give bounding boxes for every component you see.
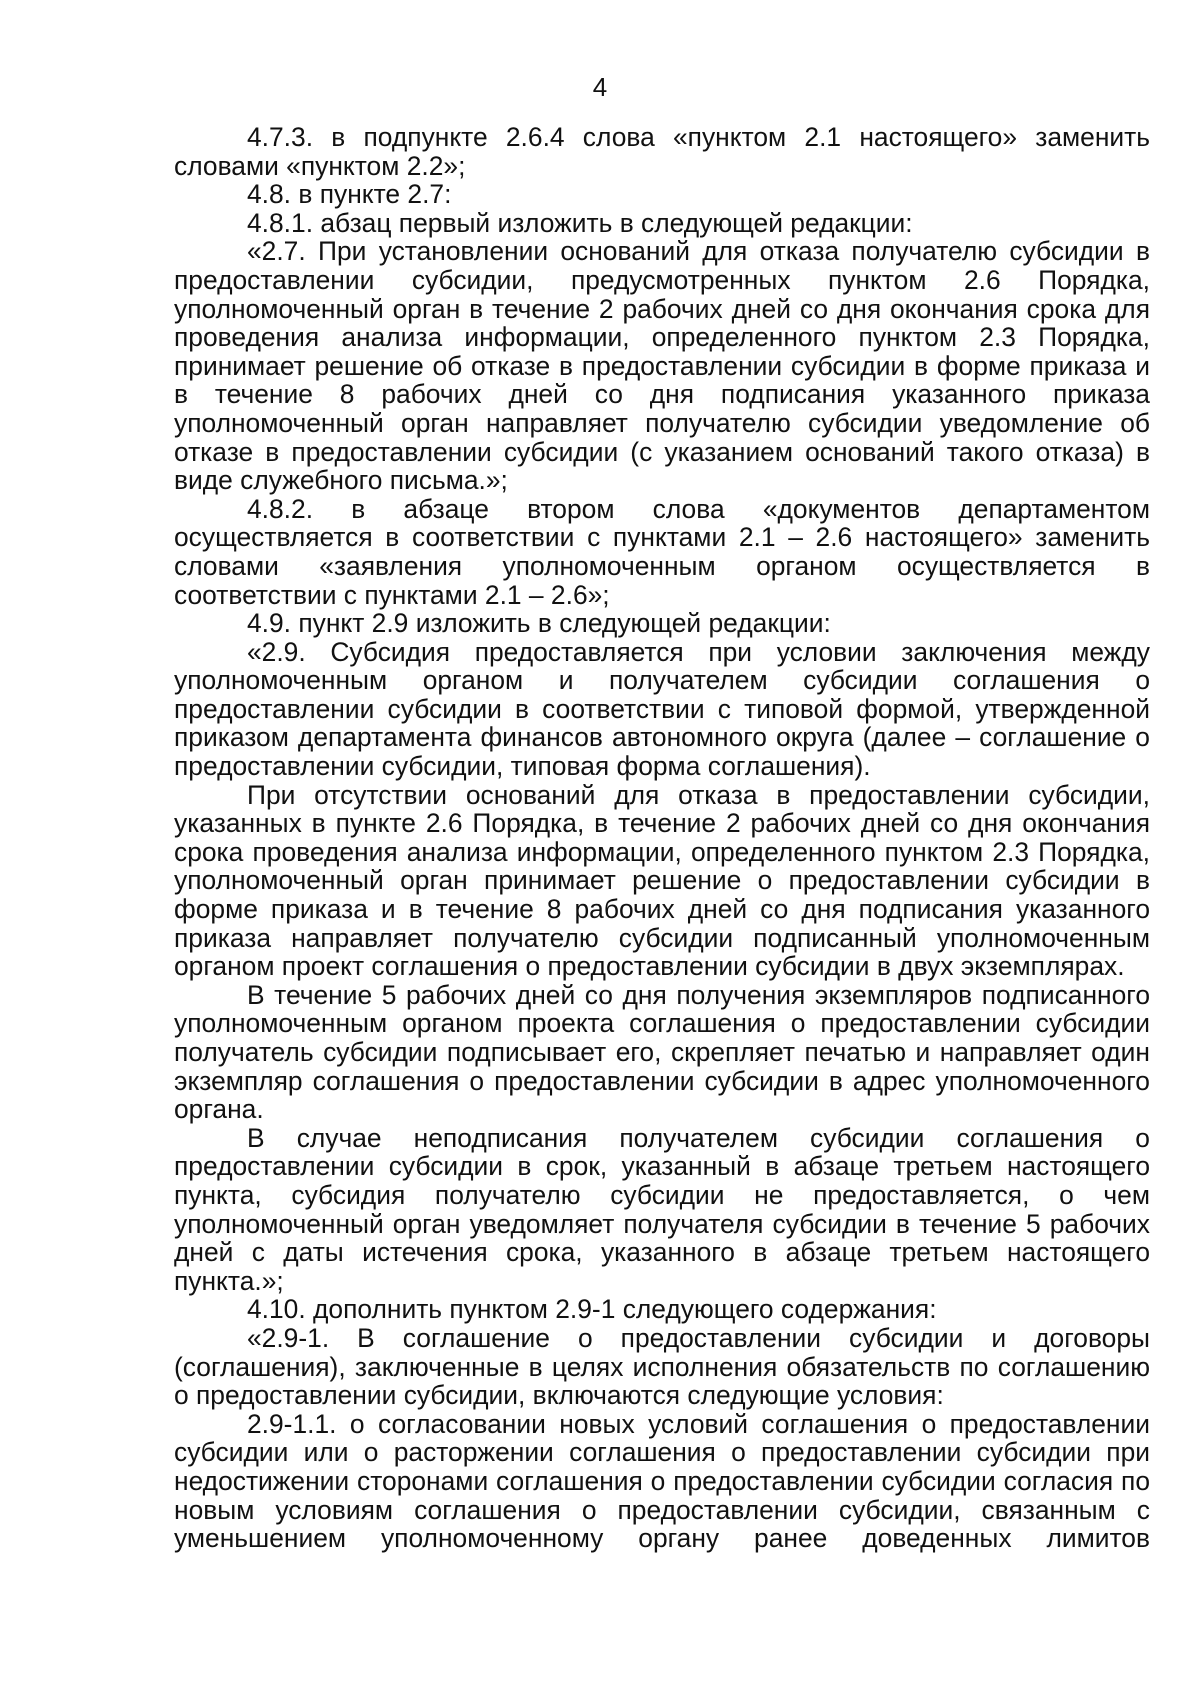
paragraph-4-7-3: 4.7.3. в подпункте 2.6.4 слова «пунктом 2.1 настоящего» заменить словами «пунктом 2.2»; — [174, 122, 1150, 181]
paragraph-2-9-1-quote: «2.9-1. В соглашение о предоставлении субсидии и договоры (соглашения), заключенные в целях исполнения обязательств по соглашению о предоставлении субсидии, включаются следующие условия: — [174, 1322, 1150, 1411]
paragraph-4-8-2: 4.8.2. в абзаце втором слова «документов департаментом осуществляется в соответствии с пунктами 2.1 – 2.6 настоящего» заменить словами «заявления уполномоченным органом осуществляется в соответствии с пунктами 2.1 – 2.6»; — [174, 493, 1150, 610]
paragraph-4-8-1: 4.8.1. абзац первый изложить в следующей редакции: — [247, 207, 913, 238]
paragraph-4-8: 4.8. в пункте 2.7: — [247, 179, 452, 210]
paragraph-2-9-signing: В течение 5 рабочих дней со дня получения экземпляров подписанного уполномоченным органом проекта соглашения о предоставлении субсидии получатель субсидии подписывает его, скрепляет печатью и направляет один экземпляр соглашения о предоставлении субсидии в адрес уполномоченного органа. — [174, 979, 1150, 1125]
paragraph-2-7-quote: «2.7. При установлении оснований для отказа получателю субсидии в предоставлении субсидии, предусмотренных пунктом 2.6 Порядка, уполномоченный орган в течение 2 рабочих дней со дня окончания срока для проведения анализа информации, определенного пунктом 2.3 Порядка, принимает решение об отказе в предоставлении субсидии в форме приказа и в течение 8 рабочих дней со дня подписания указанного приказа уполномоченный орган направляет получателю субсидии уведомление об отказе в предоставлении субсидии (с указанием оснований такого отказа) в виде служебного письма.»; — [174, 236, 1150, 496]
paragraph-2-9-quote: «2.9. Субсидия предоставляется при условии заключения между уполномоченным органом и получателем субсидии соглашения о предоставлении субсидии в соответствии с типовой формой, утвержденной приказом департамента финансов автономного округа (далее – соглашение о предоставлении субсидии, типовая форма соглашения). — [174, 636, 1150, 782]
document-body — [174, 123, 1150, 1553]
paragraph-2-9-nonsigning: В случае неподписания получателем субсидии соглашения о предоставлении субсидии в срок, указанный в абзаце третьем настоящего пункта, субсидия получателю субсидии не предоставляется, о чем уполномоченный орган уведомляет получателя субсидии в течение 5 рабочих дней с даты истечения срока, указанного в абзаце третьем настоящего пункта.»; — [174, 1122, 1150, 1296]
paragraph-2-9-absence: При отсутствии оснований для отказа в предоставлении субсидии, указанных в пункте 2.6 Порядка, в течение 2 рабочих дней со дня окончания срока проведения анализа информации, определенного пунктом 2.3 Порядка, уполномоченный орган принимает решение о предоставлении субсидии в форме приказа и в течение 8 рабочих дней со дня подписания указанного приказа направляет получателю субсидии подписанный уполномоченным органом проект соглашения о предоставлении субсидии в двух экземплярах. — [174, 779, 1150, 982]
paragraph-4-10: 4.10. дополнить пунктом 2.9-1 следующего содержания: — [247, 1294, 937, 1325]
paragraph-2-9-1-1: 2.9-1.1. о согласовании новых условий соглашения о предоставлении субсидии или о расторжении соглашения о предоставлении субсидии при недостижении сторонами соглашения о предоставлении субсидии согласия по новым условиям соглашения о предоставлении субсидии, связанным с уменьшением уполномоченному органу ранее доведенных лимитов — [174, 1408, 1150, 1554]
paragraph-4-9: 4.9. пункт 2.9 изложить в следующей редакции: — [247, 608, 831, 639]
page-number: 4 — [592, 72, 608, 102]
